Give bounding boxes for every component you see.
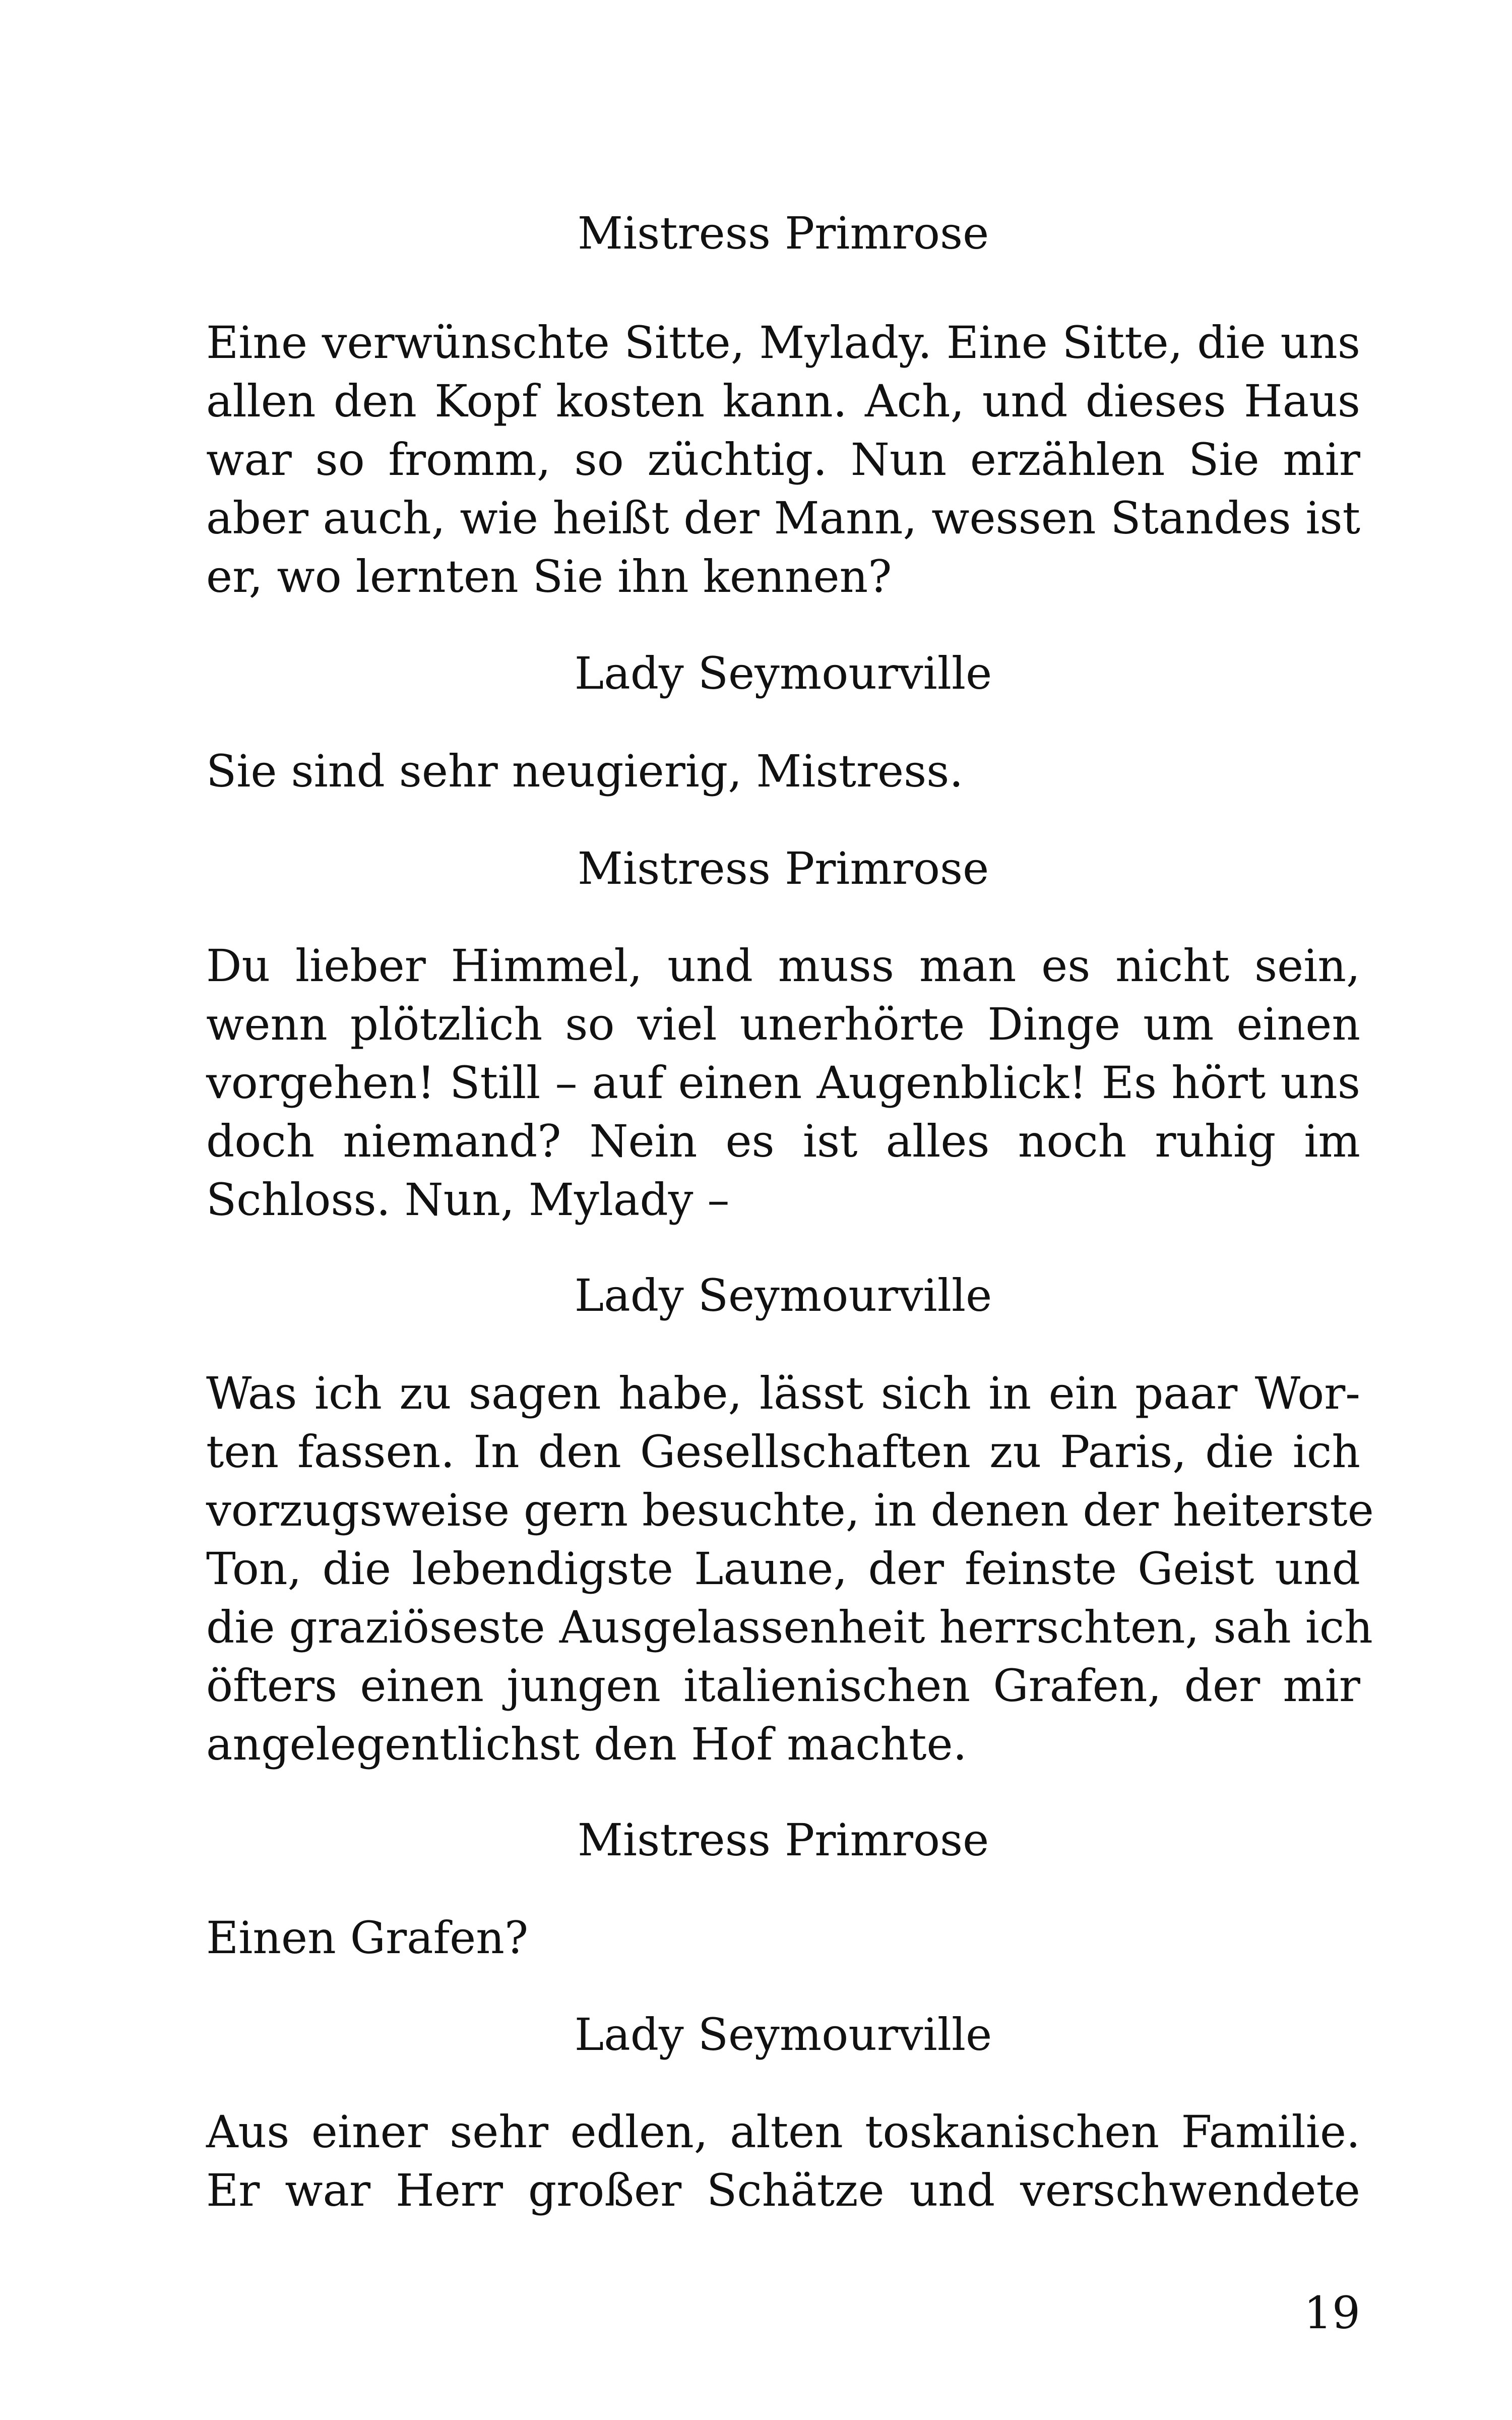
- text-line: Eine verwünschte Sitte, Mylady. Eine Sitte, die uns: [206, 317, 1360, 369]
- text-line: öfters einen jungen italienischen Grafen, der mir: [206, 1660, 1360, 1712]
- speaker-name: Lady Seymourville: [574, 1269, 992, 1321]
- text-line: Du lieber Himmel, und muss man es nicht sein,: [206, 940, 1360, 992]
- speaker-name: Mistress Primrose: [577, 842, 989, 894]
- speech-paragraph: [206, 2103, 1360, 2220]
- text-line: Einen Grafen?: [206, 1912, 529, 1964]
- text-line: war so fromm, so züchtig. Nun erzählen Sie mir: [206, 434, 1360, 486]
- speaker-name: Mistress Primrose: [577, 207, 989, 259]
- text-line: Was ich zu sagen habe, lässt sich in ein paar Wor-: [206, 1367, 1360, 1419]
- text-line: vorgehen! Still – auf einen Augenblick! Es hört uns: [206, 1057, 1360, 1109]
- text-line: wenn plötzlich so viel unerhörte Dinge um einen: [206, 998, 1360, 1050]
- text-line: Sie sind sehr neugierig, Mistress.: [206, 745, 964, 797]
- text-line: allen den Kopf kosten kann. Ach, und dieses Haus: [206, 375, 1360, 427]
- speech-paragraph: [206, 742, 1360, 801]
- speech-paragraph: [206, 1909, 1360, 1967]
- text-line: ten fassen. In den Gesellschaften zu Paris, die ich: [206, 1426, 1360, 1478]
- speech-paragraph: [206, 314, 1360, 606]
- text-line: doch niemand? Nein es ist alles noch ruhig im: [206, 1115, 1360, 1167]
- text-line: Er war Herr großer Schätze und verschwendete: [206, 2164, 1360, 2216]
- speech-paragraph: [206, 937, 1360, 1229]
- speech-paragraph: [206, 1364, 1374, 1774]
- text-line: Aus einer sehr edlen, alten toskanischen Familie.: [206, 2106, 1360, 2158]
- text-line: vorzugsweise gern besuchte, in denen der heiterste: [206, 1484, 1374, 1536]
- page-number: 19: [1304, 2287, 1360, 2339]
- speaker-name: Lady Seymourville: [574, 2009, 992, 2061]
- text-line: Schloss. Nun, Mylady –: [206, 1174, 730, 1226]
- speaker-name: Lady Seymourville: [574, 647, 992, 699]
- text-line: Ton, die lebendigste Laune, der feinste Geist und: [206, 1543, 1360, 1595]
- text-line: aber auch, wie heißt der Mann, wessen Standes ist: [206, 492, 1360, 544]
- text-line: er, wo lernten Sie ihn kennen?: [206, 551, 892, 602]
- text-line: angelegentlichst den Hof machte.: [206, 1718, 967, 1770]
- text-line: die graziöseste Ausgelassenheit herrschten, sah ich: [206, 1601, 1373, 1653]
- speaker-name: Mistress Primrose: [577, 1814, 989, 1866]
